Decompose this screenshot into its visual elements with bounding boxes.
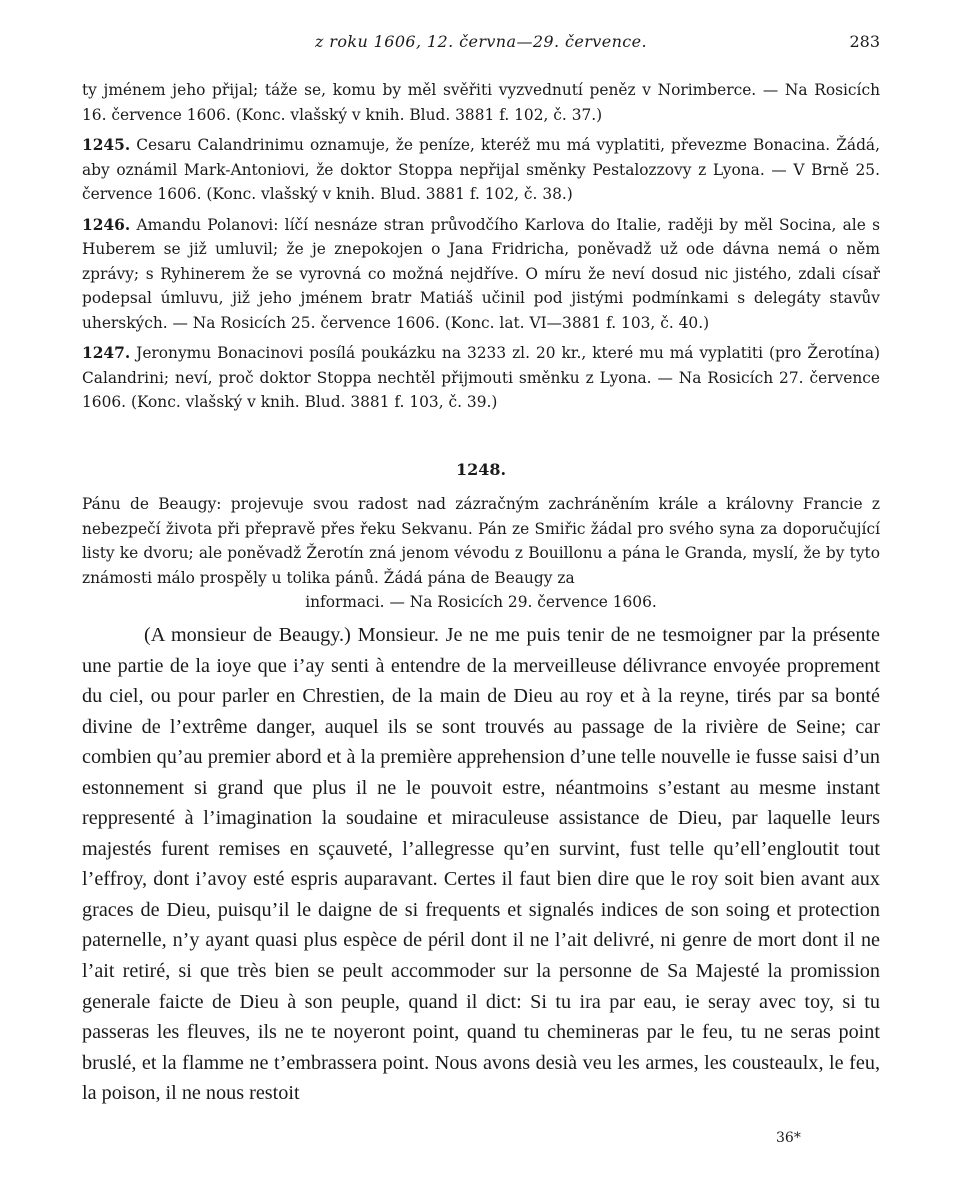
running-title: z roku 1606, 12. června—29. července. [314, 32, 647, 51]
entry-number: 1247. [82, 344, 131, 362]
entry-continued [82, 78, 880, 127]
entry-1247 [82, 341, 880, 415]
entry-number: 1245. [82, 136, 131, 154]
entry-1246 [82, 213, 880, 336]
section-summary [82, 492, 880, 615]
summary-text: Pánu de Beaugy: projevuje svou radost nad zázračným zachráněním krále a královny Francie z nebezpečí života při přepravě přes řeku Sekvanu. Pán ze Smiřic žádal pro svého syna za doporučující listy ke dvoru; ale poněvadž Žerotín zná jenom vévodu z Bouillonu a pána le Granda, myslí, že by tyto známosti málo prospěly u tolika pánů. Žádá pána de Beaugy za [82, 495, 880, 587]
letter-paragraph: (A monsieur de Beaugy.) Monsieur. Je ne me puis tenir de ne tesmoigner par la présente une partie de la ioye que i’ay senti à entendre de la merveilleuse délivrance envoyée proprement du ciel, ou pour parler en Chrestien, de la main de Dieu au roy et à la reyne, tirés par sa bonté divine de l’extrême danger, auquel ils se sont trouvés au passage de la rivière de Seine; car combien qu’au premier abord et à la première apprehension d’une telle nouvelle ie fusse saisi d’un estonnement si grand que plus il ne le pouvoit estre, néantmoins s’estant au mesme instant reppresenté à l’imagination la soudaine et miraculeuse assistance de Dieu, par laquelle leurs majestés furent remises en sçauveté, l’allegresse qu’en survint, fust telle qu’ell’engloutit tout l’effroy, dont i’avoy esté espris auparavant. Certes il faut bien dire que le roy soit bien avant aux graces de Dieu, puisqu’il le daigne de si frequents et signalés indices de son soing et protection paternelle, n’y ayant quasi plus espèce de péril dont il ne l’ait delivré, ni genre de mort dont il ne l’ait retiré, si que très bien se peult accommoder sur la personne de Sa Majesté la promission generale faicte de Dieu à son peuple, quand il dict: Si tu ira par eau, ie seray avec toy, si tu passeras les fleuves, ils ne te noyeront point, quand tu chemineras par le feu, tu ne seras point bruslé, et la flamme ne t’embrassera point. Nous avons desià veu les armes, les cousteaulx, le feu, la poison, il ne nous restoit [82, 624, 880, 1105]
entry-text: Cesaru Calandrinimu oznamuje, že peníze, kteréž mu má vyplatiti, převezme Bonacina. Žádá, aby oznámil Mark-Antoniovi, že doktor Stoppa nepřijal směnky Pestalozzovy z Lyona. — V Brně 25. července 1606. (Konc. vlašský v knih. Blud. 3881 f. 102, č. 38.) [82, 136, 880, 203]
entries-block [82, 78, 880, 415]
entry-number: 1246. [82, 215, 131, 234]
entry-text: Amandu Polanovi: líčí nesnáze stran průvodčího Karlova do Italie, raději by měl Socina, ale s Huberem se již umluvil; že je znepokojen o Jana Fridricha, poněvadž už ode dávna nemá o něm zprávy; s Ryhinerem že se vyrovná co možná nejdříve. O míru že neví dosud nic jistého, zdali císař podepsal úmluvu, již jeho jménem bratr Matiáš učinil pod jistými podmínkami s delegáty stavův uherských. — Na Rosicích 25. července 1606. (Konc. lat. VI—3881 f. 103, č. 40.) [82, 215, 880, 332]
page-number: 283 [849, 32, 880, 51]
section-number-1248: 1248. [455, 460, 507, 479]
page-header [82, 32, 880, 54]
entry-text: Jeronymu Bonacinovi posílá poukázku na 3233 zl. 20 kr., které mu má vyplatiti (pro Žerotína) Calandrini; neví, proč doktor Stoppa nechtěl přijmouti směnku z Lyona. — Na Rosicích 27. července 1606. (Konc. vlašský v knih. Blud. 3881 f. 103, č. 39.) [82, 344, 880, 411]
entry-1245 [82, 133, 880, 207]
entry-text: ty jménem jeho přijal; táže se, komu by měl svěřiti vyzvednutí peněz v Norimberce. — Na Rosicích 16. července 1606. (Konc. vlašský v knih. Blud. 3881 f. 102, č. 37.) [82, 81, 880, 124]
summary-date-line: informaci. — Na Rosicích 29. července 1606. [305, 593, 657, 611]
signature-mark: 36* [776, 1130, 801, 1146]
letter-text-block [82, 620, 880, 1109]
